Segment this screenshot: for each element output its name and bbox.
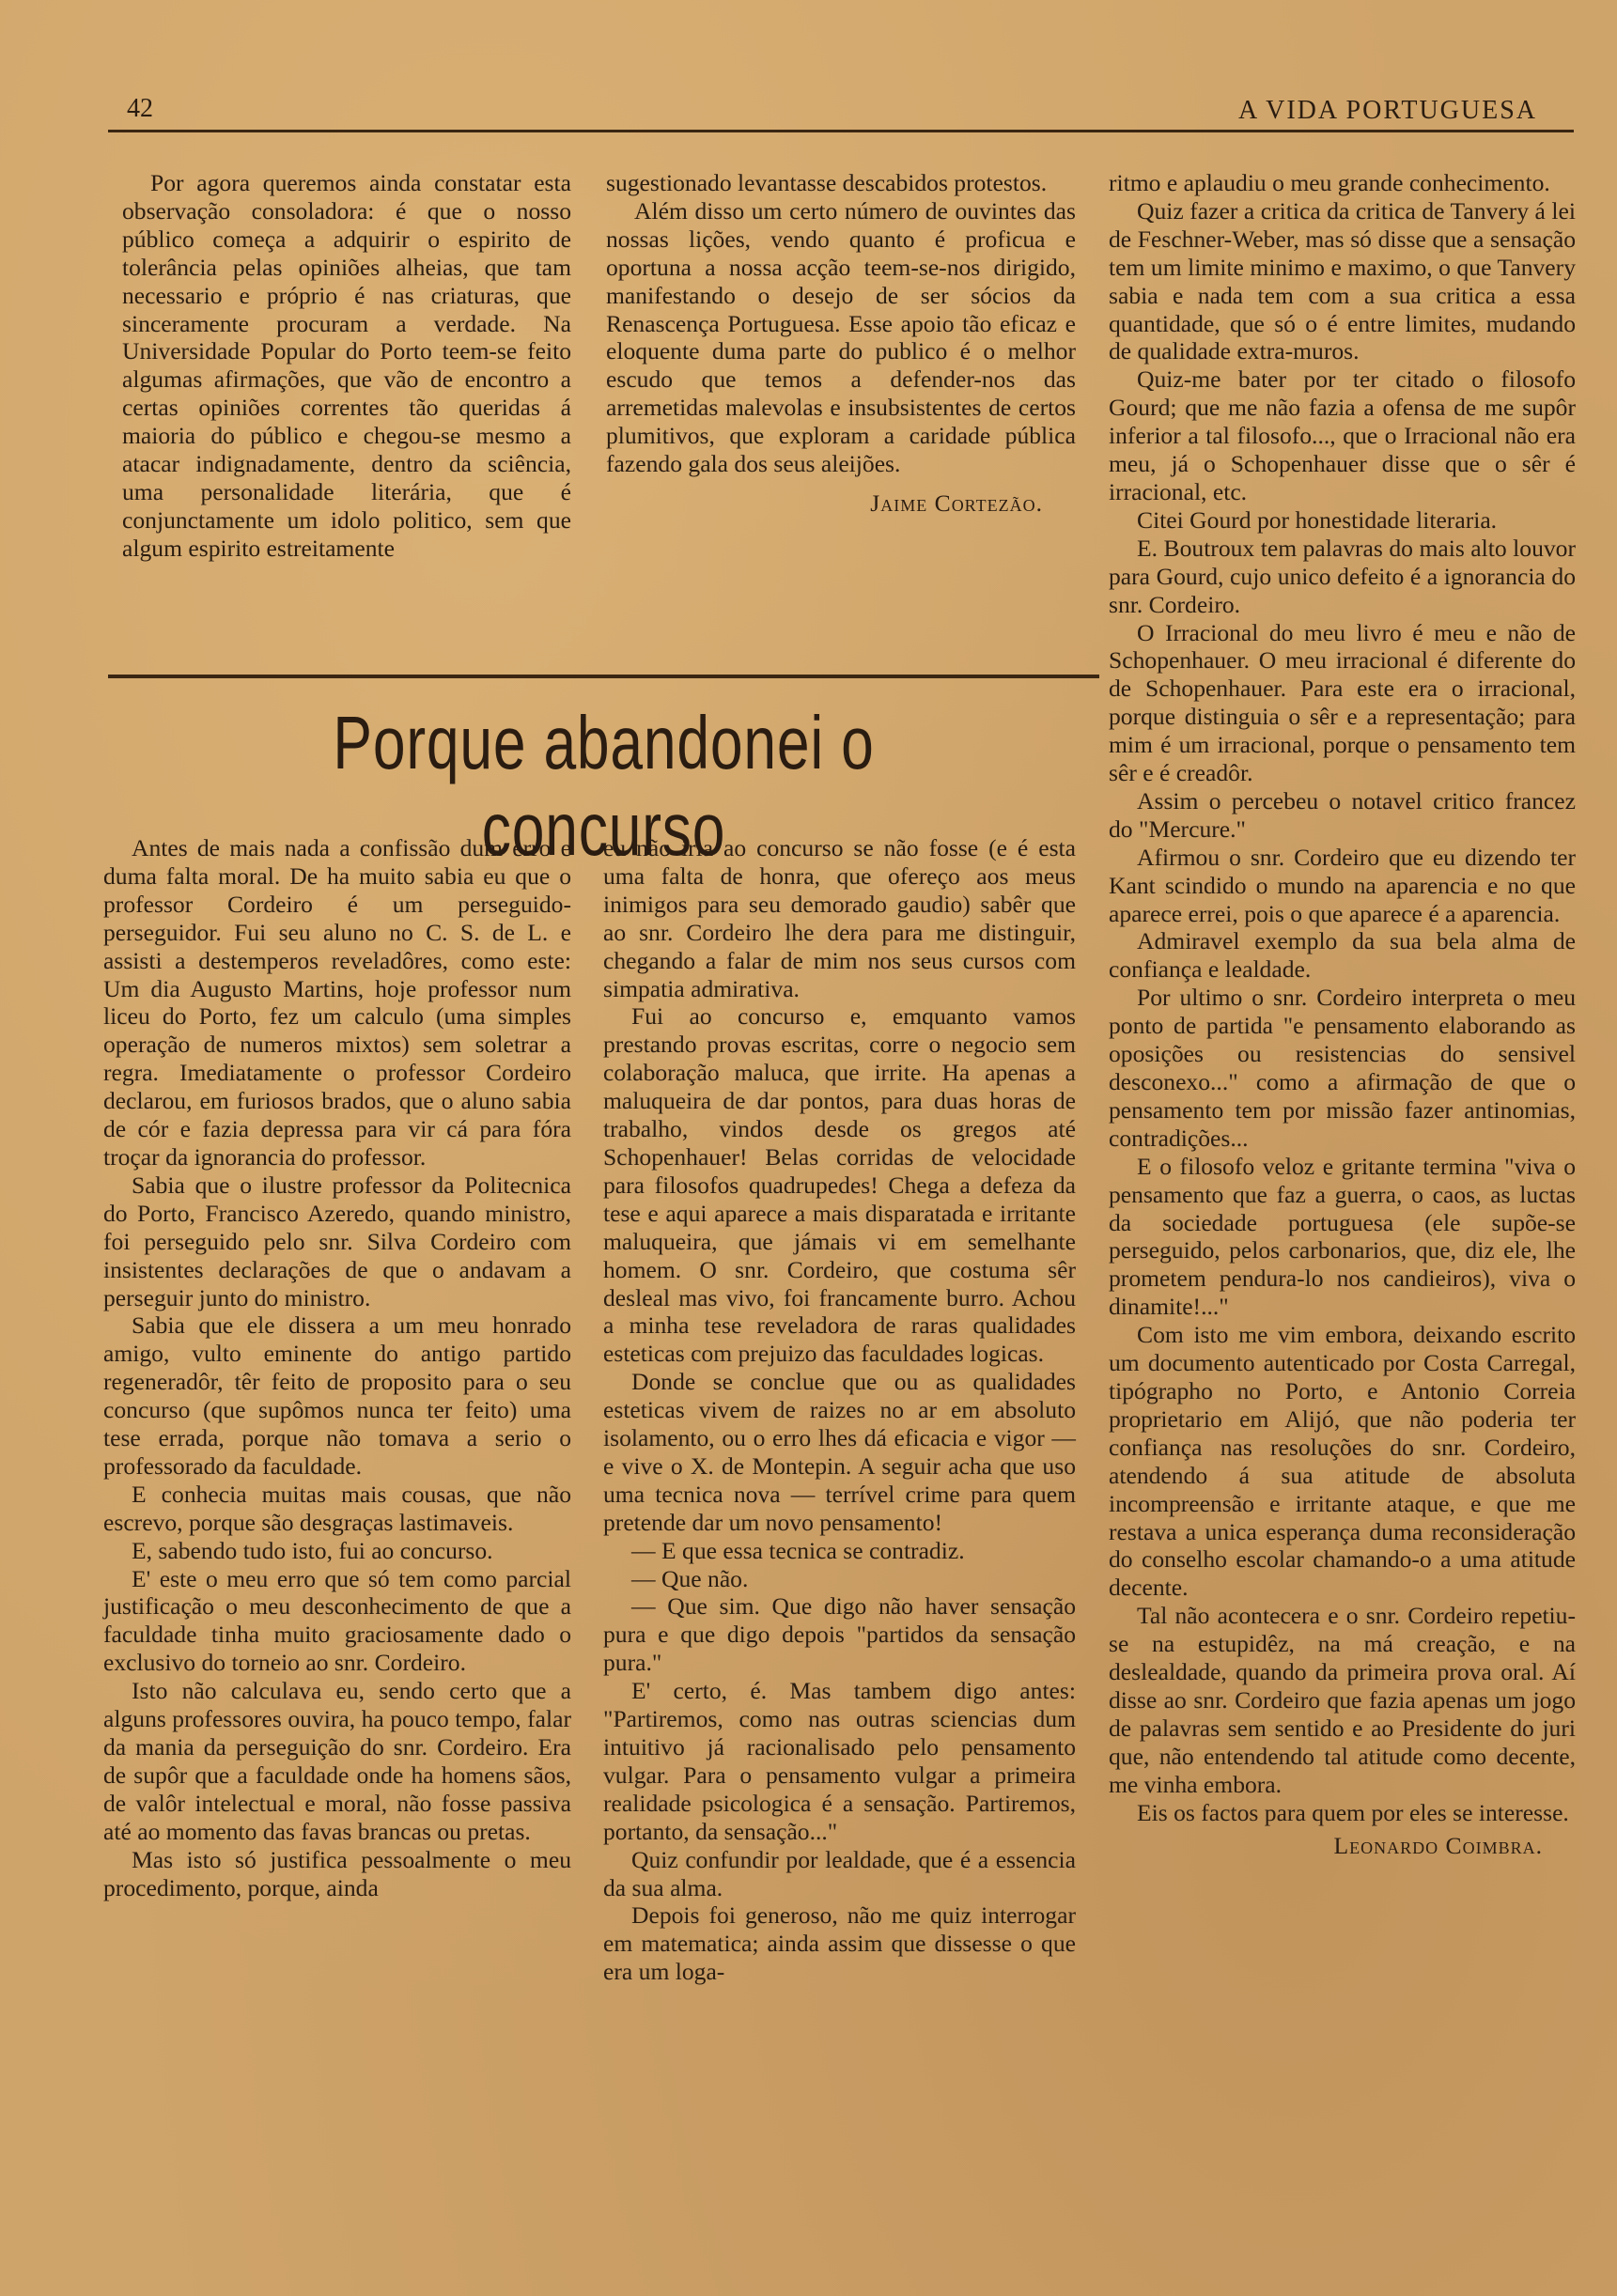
paragraph: Antes de mais nada a confissão dum erro e duma falta moral. De ha muito sabia eu que o professor Cordeiro é um perseguido-perseguidor. Fui seu aluno no C. S. de L. e assisti a destemperos reveladôres, como este: Um dia Augusto Martins, hoje professor num liceu do Porto, fez um calculo (uma simples operação de numeros mixtos) sem soletrar a regra. Imediatamente o professor Cordeiro declarou, em furiosos brados, que o aluno sabia de cór e fazia depressa para vir cá para fóra troçar da ignorancia do professor.: [103, 834, 571, 1171]
paragraph: Quiz-me bater por ter citado o filosofo Gourd; que me não fazia a ofensa de me supôr inferior a tal filosofo..., que o Irracional não era meu, já o Schopenhauer disse que o sêr é irracional, etc.: [1109, 365, 1576, 505]
paragraph: Quiz confundir por lealdade, que é a essencia da sua alma.: [603, 1845, 1076, 1901]
paragraph: sugestionado levantasse descabidos protestos.: [606, 169, 1048, 196]
paragraph: Depois foi generoso, não me quiz interrogar em matematica; ainda assim que dissesse o que era um loga-: [603, 1901, 1076, 1986]
paragraph: Por ultimo o snr. Cordeiro interpreta o meu ponto de partida "e pensamento elaborando as oposições ou resistencias do sensivel desconexo..." como a afirmação de que o pensamento tem por missão fazer antinomias, contradições...: [1109, 984, 1576, 1152]
paragraph: Com isto me vim embora, deixando escrito um documento autenticado por Costa Carregal, tipógrapho no Porto, e Antonio Correia proprietario em Alijó, que não poderia ter confiança nas resoluções do snr. Cordeiro, atendendo á sua atitude de absoluta incompreensão e irritante ataque, e que me restava a unica esperança duma reconsideração do conselho escolar chamando-o a uma atitude decente.: [1109, 1321, 1576, 1602]
paragraph: — Que não.: [631, 1564, 749, 1592]
paragraph: — Que sim. Que digo não haver sensação pura e que digo depois "partidos da sensação pura.": [603, 1592, 1076, 1677]
paragraph: E' este o meu erro que só tem como parcial justificação o meu desconhecimento de que a faculdade tinha muito graciosamente dado o exclusivo do torneio ao snr. Cordeiro.: [103, 1564, 571, 1677]
paragraph: ritmo e aplaudiu o meu grande conhecimento.: [1109, 169, 1550, 196]
paragraph: Tal não acontecera e o snr. Cordeiro repetiu-se na estupidêz, na má creação, e na deslealdade, quando da primeira prova oral. Aí disse ao snr. Cordeiro que fazia apenas um jogo de palavras sem sentido e ao Presidente do juri que, não entendendo tal atitude como decente, me vinha embora.: [1109, 1602, 1576, 1798]
paragraph: Afirmou o snr. Cordeiro que eu dizendo ter Kant scindido o mundo na aparencia e no que aparece errei, pois o que aparece é a aparencia.: [1109, 843, 1576, 927]
paragraph: E conhecia muitas mais cousas, que não escrevo, porque são desgraças lastimaveis.: [103, 1480, 571, 1536]
previous-article-col1: [122, 169, 571, 563]
paragraph: E, sabendo tudo isto, fui ao concurso.: [132, 1536, 493, 1564]
paragraph: Fui ao concurso e, emquanto vamos prestando provas escritas, corre o negocio sem colaboração maluca, que irrite. Ha apenas a maluqueira de dar pontos, para duas horas de trabalho, vindos desde os gregos até Schopenhauer! Belas corridas de velocidade para filosofos quadrupedes! Chega a defeza da tese e aqui aparece a mais disparatada e irritante maluqueira, que jámais vi em semelhante homem. O snr. Cordeiro, que costuma sêr desleal mas vivo, foi francamente burro. Achou a minha tese reveladora de raras qualidades esteticas com prejuizo das faculdades logicas.: [603, 1002, 1076, 1368]
paragraph: Eis os factos para quem por eles se interesse.: [1137, 1798, 1569, 1826]
paragraph: E' certo, é. Mas tambem digo antes: "Partiremos, como nas outras sciencias dum intuitivo já racionalisado pelo pensamento vulgar. Para o pensamento vulgar a primeira realidade psicologica é a sensação. Partiremos, portanto, da sensação...": [603, 1677, 1076, 1845]
paragraph: Assim o percebeu o notavel critico francez do "Mercure.": [1109, 786, 1576, 843]
paragraph: Além disso um certo número de ouvintes das nossas lições, vendo quanto é proficua e oportuna a nossa acção teem-se-nos dirigido, manifestando o desejo de ser sócios da Renascença Portuguesa. Esse apoio tão eficaz e eloquente duma parte do publico é o melhor escudo que temos a defender-nos das arremetidas malevolas e insubsistentes de certos plumitivos, que exploram a caridade pública fazendo gala dos seus aleijões.: [606, 196, 1076, 478]
paragraph: Mas isto só justifica pessoalmente o meu procedimento, porque, ainda: [103, 1845, 571, 1901]
paragraph: Sabia que o ilustre professor da Politecnica do Porto, Francisco Azeredo, quando ministro, foi perseguido pelo snr. Silva Cordeiro com insistentes declarações de que o andavam a perseguir junto do ministro.: [103, 1171, 571, 1311]
paragraph: E o filosofo veloz e gritante termina "viva o pensamento que faz a guerra, o caos, as luctas da sociedade portuguesa (ele supõe-se perseguido, pelos carbonarios, que, diz ele, lhe prometem pendura-lo nos candieiros), viva o dinamite!...": [1109, 1152, 1576, 1321]
paragraph: — E que essa tecnica se contradiz.: [631, 1536, 965, 1564]
paragraph: Citei Gourd por honestidade literaria.: [1137, 505, 1498, 534]
paragraph: Sabia que ele dissera a um meu honrado amigo, vulto eminente do antigo partido regeneradôr, têr feito de proposito para o seu concurso (que supômos nunca ter feito) uma tese errada, porque não tomava a serio o professorado da faculdade.: [103, 1311, 571, 1480]
page-number: 42: [127, 94, 153, 123]
article-col3: [1109, 169, 1576, 1860]
paragraph: E. Boutroux tem palavras do mais alto louvor para Gourd, cujo unico defeito é a ignorancia do snr. Cordeiro.: [1109, 534, 1576, 618]
article-col1: [103, 834, 571, 1901]
journal-title: A VIDA PORTUGUESA: [1237, 96, 1537, 125]
article-col2: [603, 834, 1076, 1986]
paragraph: Isto não calculava eu, sendo certo que a alguns professores ouvira, ha pouco tempo, falar da mania da perseguição do snr. Cordeiro. Era de supôr que a faculdade onde ha homens sãos, de valôr intelectual e moral, não fosse passiva até ao momento das favas brancas ou pretas.: [103, 1677, 571, 1845]
paragraph: Por agora queremos ainda constatar esta observação consoladora: é que o nosso público começa a adquirir o espirito de tolerância pelas opiniões alheias, que tam necessario e próprio é nas criaturas, que sinceramente procuram a verdade. Na Universidade Popular do Porto teem-se feito algumas afirmações, que vão de encontro a certas opiniões correntes tão queridas á maioria do público e chegou-se mesmo a atacar indignadamente, dentro da sciência, uma personalidade literária, que é conjunctamente um idolo politico, sem que algum espirito estreitamente: [122, 169, 571, 562]
header-rule: [108, 130, 1574, 132]
previous-article-col2: [606, 169, 1076, 518]
article-separator-rule: [108, 675, 1099, 678]
previous-article-signature: Jaime Cortezão.: [870, 489, 1043, 517]
article-title: Porque abandonei o concurso: [333, 701, 875, 871]
paragraph: O Irracional do meu livro é meu e não de Schopenhauer. O meu irracional é diferente do de Schopenhauer. Para este era o irracional, porque distinguia o sêr e a representação; para mim é um irracional, porque o pensamento tem sêr e é creadôr.: [1109, 618, 1576, 787]
paragraph: Admiravel exemplo da sua bela alma de confiança e lealdade.: [1109, 927, 1576, 984]
paragraph: Quiz fazer a critica da critica de Tanvery á lei de Feschner-Weber, mas só disse que a sensação tem um limite minimo e maximo, o que Tanvery sabia e nada tem com a sua critica a essa quantidade, que só o é entre limites, mudando de qualidade extra-muros.: [1109, 196, 1576, 365]
article-signature: Leonardo Coimbra.: [1333, 1832, 1543, 1860]
paragraph: eu não iria ao concurso se não fosse (e é esta uma falta de honra, que ofereço aos meus inimigos para seu demorado gaudio) sabêr que ao snr. Cordeiro lhe dera para me distinguir, chegando a falar de mim nos seus cursos com simpatia admirativa.: [603, 834, 1076, 1002]
paragraph: Donde se conclue que ou as qualidades esteticas vivem de raizes no ar em absoluto isolamento, ou o erro lhes dá eficacia e vigor — e vive o X. de Montepin. A seguir acha que uso uma tecnica nova — terrível crime para quem pretende dar um novo pensamento!: [603, 1368, 1076, 1536]
